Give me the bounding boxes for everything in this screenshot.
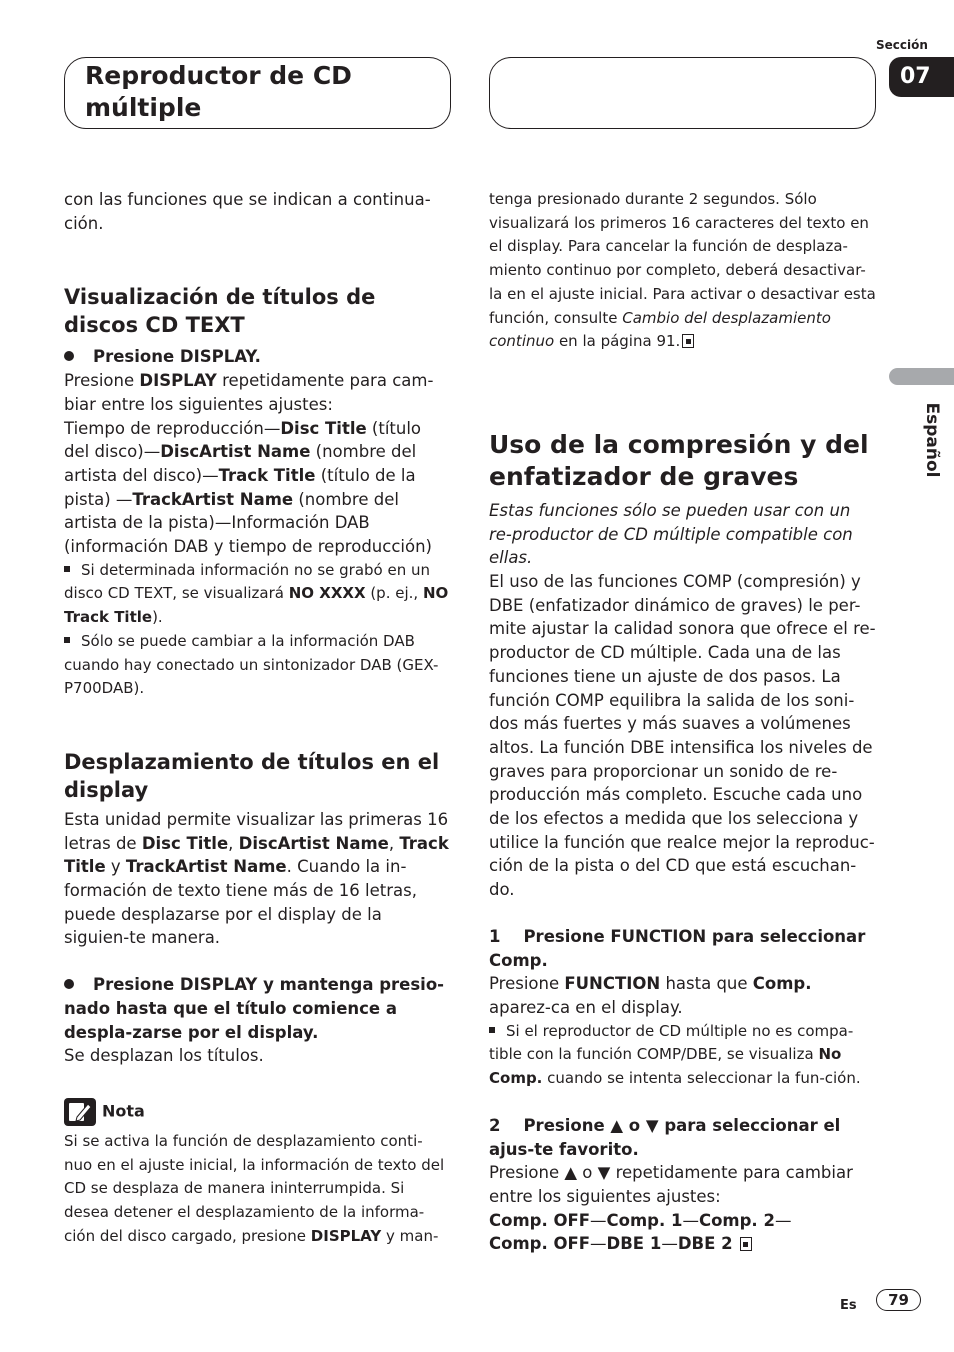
- paragraph-comp-dbe: El uso de las funciones COMP (compresión) y DBE (enfatizador dinámico de graves) le per-mite ajustar la calidad sonora que ofrece el re-productor de CD múltiple. Cada una de las funciones tiene un ajuste de dos pasos. La función COMP equilibra la salida de los soni-dos más fuertes y más suaves a volúmenes altos. La función DBE intensifica los niveles de graves para proporcionar un sonido de re-producción más completo. Escuche cada uno de los efectos a medida que los selecciona y utilice la función que realce mejor la reproduc-ción de la pista o del CD que está escuchan-do.: [489, 572, 876, 900]
- paragraph-display-cycle: Tiempo de reproducción—Disc Title (título del disco)—DiscArtist Name (nombre del artista del disco)—Track Title (título de la pista) —TrackArtist Name (nombre del artista de la pista)—Información DAB (información DAB y tiempo de reproducción): [64, 418, 432, 557]
- footer-lang-code: Es: [840, 1298, 857, 1313]
- square-bullet-icon: [64, 566, 70, 572]
- square-bullet-icon: [64, 637, 70, 643]
- step-1-title: 1 Presione FUNCTION para seleccionar Comp.: [489, 926, 872, 970]
- section-number-tab: 07: [889, 57, 954, 97]
- paragraph-scroll-intro: Esta unidad permite visualizar las primeras 16 letras de Disc Title, DiscArtist Name, Track Title y TrackArtist Name. Cuando la in-formación de texto tiene más de 16 letras, puede desplazarse por el display de la siguien-te manera.: [64, 809, 449, 948]
- heading-cd-text: Visualización de títulos de discos CD TEXT: [64, 285, 376, 338]
- italic-compat-note: Estas funciones sólo se pueden usar con un re-productor de CD múltiple compatible con ellas.: [489, 500, 853, 568]
- section-label: Sección: [876, 38, 928, 52]
- settings-sequence: Comp. OFF—Comp. 1—Comp. 2— Comp. OFF—DBE 1—DBE 2: [489, 1210, 792, 1254]
- left-column: [64, 188, 450, 1249]
- square-bullet-icon: [489, 1027, 495, 1033]
- page-title: Reproductor de CD múltiple: [85, 61, 352, 122]
- note-pencil-icon: [64, 1098, 96, 1126]
- heading-comp-dbe: Uso de la compresión y del enfatizador de graves: [489, 429, 869, 491]
- bullet-hold-display: Presione DISPLAY y mantenga presio-nado hasta que el título comience a despla-zarse por el display.: [64, 975, 445, 1042]
- note-dab: Sólo se puede cambiar a la información DAB cuando hay conectado un sintonizador DAB (GEX-P700DAB).: [64, 631, 439, 698]
- page-number: 79: [876, 1289, 921, 1311]
- paragraph-display-repeat: Presione DISPLAY repetidamente para cam-biar entre los siguientes ajustes:: [64, 371, 434, 414]
- language-tab: [889, 368, 954, 385]
- step-2-title: 2 Presione ▲ o ▼ para seleccionar el ajus-te favorito.: [489, 1115, 847, 1159]
- note-continuation: tenga presionado durante 2 segundos. Sólo visualizará los primeros 16 caracteres del texto en el display. Para cancelar la función de desplaza-miento continuo por completo, deberá desactivar-la en el ajuste inicial. Para activar o desactivar esta función, consulte Cambio del desplazamiento continuo en la página 91.: [489, 190, 876, 351]
- intro-text: con las funciones que se indican a continua-ción.: [64, 190, 431, 233]
- bullet-dot-icon: [64, 351, 74, 361]
- header-right-box: [489, 57, 876, 129]
- heading-scroll-titles: Desplazamiento de títulos en el display: [64, 749, 440, 802]
- end-mark-icon: [740, 1237, 752, 1251]
- note-no-xxxx: Si determinada información no se grabó en un disco CD TEXT, se visualizará NO XXXX (p. ej., NO Track Title).: [64, 560, 449, 627]
- note-body: Si se activa la función de desplazamiento conti-nuo en el ajuste inicial, la información de texto del CD se desplaza de manera ininterrumpida. Si desea detener el desplazamiento de la informa-ción del disco cargado, presione DISPLAY y man-: [64, 1131, 445, 1245]
- language-label: Español: [922, 402, 942, 478]
- step-1-text: Presione FUNCTION hasta que Comp. aparez-ca en el display.: [489, 974, 812, 1017]
- note-heading: Nota: [64, 1098, 450, 1126]
- bullet-dot-icon: [64, 979, 74, 989]
- step-1-note: Si el reproductor de CD múltiple no es compa-tible con la función COMP/DBE, se visualiza No Comp. cuando se intenta seleccionar la fun-ción.: [489, 1021, 861, 1088]
- bullet-presione-display: Presione DISPLAY.: [64, 345, 450, 369]
- paragraph-titles-scroll: Se desplazan los títulos.: [64, 1046, 264, 1066]
- end-mark-icon: [682, 334, 694, 348]
- right-column: [489, 188, 877, 1256]
- step-2-text: Presione ▲ o ▼ repetidamente para cambiar entre los siguientes ajustes:: [489, 1163, 853, 1206]
